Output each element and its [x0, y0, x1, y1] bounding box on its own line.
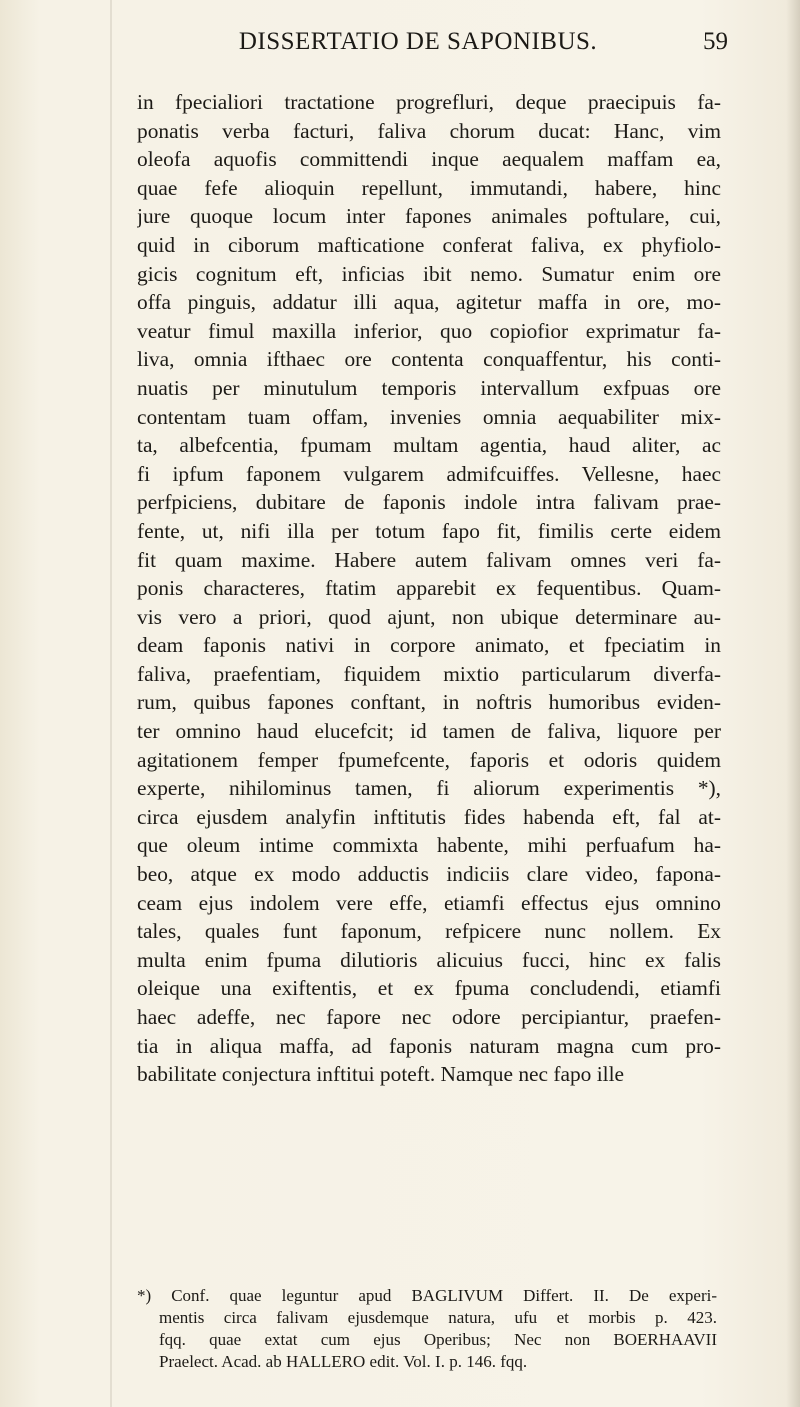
- body-line: tales, quales funt faponum, refpicere nunc nollem. Ex: [137, 919, 721, 944]
- body-line: quid in ciborum mafticatione conferat faliva, ex phyfiolo-: [137, 232, 721, 257]
- body-text: [137, 88, 721, 1089]
- body-line: vis vero a priori, quod ajunt, non ubique determinare au-: [137, 604, 721, 629]
- page-number: 59: [703, 28, 728, 55]
- footnote-line: Praelect. Acad. ab HALLERO edit. Vol. I. p. 146. fqq.: [159, 1352, 528, 1371]
- footnote-line: mentis circa falivam ejusdemque natura, ufu et morbis p. 423.: [159, 1308, 717, 1327]
- body-line: fit quam maxime. Habere autem falivam omnes veri fa-: [137, 547, 721, 572]
- body-line: ta, albefcentia, fpumam multam agentia, haud aliter, ac: [137, 433, 721, 458]
- body-line: tia in aliqua maffa, ad faponis naturam magna cum pro-: [137, 1033, 721, 1058]
- body-line: beo, atque ex modo adductis indiciis clare video, fapona-: [137, 862, 721, 887]
- footnote-line: fqq. quae extat cum ejus Operibus; Nec non BOERHAAVII: [159, 1330, 717, 1349]
- body-line: faliva, praefentiam, fiquidem mixtio particularum diverfa-: [137, 661, 721, 686]
- body-line: circa ejusdem analyfin inftitutis fides habenda eft, fal at-: [137, 804, 721, 829]
- body-line: agitationem femper fpumefcente, faporis et odoris quidem: [137, 747, 721, 772]
- footnote-line: *) Conf. quae leguntur apud BAGLIVUM Differt. II. De experi-: [137, 1286, 717, 1305]
- body-line: ponatis verba facturi, faliva chorum ducat: Hanc, vim: [137, 118, 721, 143]
- body-line: in fpecialiori tractatione progrefluri, deque praecipuis fa-: [137, 90, 721, 114]
- body-line: ponis charactеres, ftatim apparebit ex fequentibus. Quam-: [137, 576, 721, 601]
- body-line: rum, quibus fapones conftant, in noftris humoribus eviden-: [137, 690, 721, 715]
- page-edge-shadow: [786, 0, 800, 1407]
- page-header: [138, 28, 728, 68]
- body-line: perfpiciens, dubitare de faponis indole intra falivam prae-: [137, 490, 721, 515]
- body-line: quae fefe alioquin repellunt, immutandi, habere, hinc: [137, 175, 721, 200]
- body-line: offa pinguis, addatur illi aqua, agitetur maffa in ore, mo-: [137, 290, 721, 315]
- body-line: fi ipfum faponem vulgarem admifcuiffes. Vellesne, haec: [137, 461, 721, 486]
- body-line: multa enim fpuma dilutioris alicuius fucci, hinc ex falis: [137, 947, 721, 972]
- body-line: haec adeffe, nec fapore nec odore percipiantur, praefen-: [137, 1005, 721, 1029]
- body-line: liva, omnia ifthaec ore contenta conquaffentur, his conti-: [137, 347, 721, 372]
- body-line: fente, ut, nifi illa per totum fapo fit, fimilis certe eidem: [137, 518, 721, 543]
- body-line: ceam ejus indolem vere effe, etiamfi effectus ejus omnino: [137, 890, 721, 915]
- body-line: contentam tuam offam, invenies omnia aequabiliter mix-: [137, 404, 721, 429]
- body-line: oleique una exiftentis, et ex fpuma concludendi, etiamfi: [137, 976, 721, 1001]
- footnote: [137, 1285, 717, 1373]
- running-title: DISSERTATIO DE SAPONIBUS.: [238, 28, 598, 55]
- body-line: deam faponis nativi in corpore animato, et fpeciatim in: [137, 633, 721, 658]
- page-gutter-shadow: [110, 0, 112, 1407]
- body-line: jure quoque locum inter fapones animales poftulare, cui,: [137, 204, 721, 229]
- body-line: que oleum intime commixta habente, mihi perfuafum ha-: [137, 833, 721, 858]
- body-line: experte, nihilominus tamen, fi aliorum experimentis *),: [137, 776, 721, 801]
- body-line: gicis cognitum eft, inficias ibit nemo. Sumatur enim ore: [137, 261, 721, 286]
- body-line: babilitate conjectura inftitui poteft. Namque nec fapo ille: [137, 1062, 625, 1087]
- body-line: oleofa aquofis committendi inque aequalem maffam ea,: [137, 147, 721, 172]
- body-line: ter omnino haud elucefcit; id tamen de faliva, liquore per: [137, 719, 721, 744]
- body-line: veatur fimul maxilla inferior, quo copiofior exprimatur fa-: [137, 318, 721, 343]
- body-line: nuatis per minutulum temporis intervallum exfpuas ore: [137, 375, 721, 400]
